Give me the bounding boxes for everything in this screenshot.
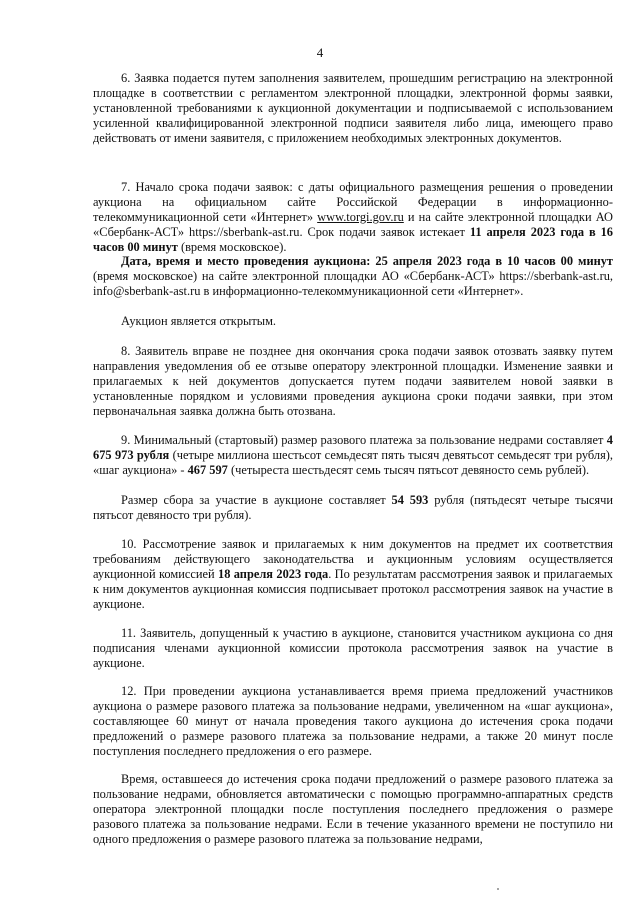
paragraph-7 [93,180,613,255]
paragraph-9-fee [93,493,613,523]
paragraph-7c-text: Аукцион является открытым. [121,314,277,328]
p9b-text-a: Размер сбора за участие в аукционе составляет [121,493,392,507]
start-price: 4 675 973 рубля [93,433,613,462]
p9-text-c: (четыреста шестьдесят семь тысяч пятьсот девяносто семь рублей). [227,462,590,477]
paragraph-12-continued [93,772,613,847]
paragraph-7-auction-date [93,254,613,299]
page-number: 4 [316,45,324,60]
review-date: 18 апреля 2023 года [218,566,329,581]
p7-deadline: 11 апреля 2023 года в 16 часов 00 минут [93,224,613,254]
paragraph-6-text: 6. Заявка подается путем заполнения заявителем, прошедшим регистрацию на электронной площадке в соответствии с регламентом электронной площадки, электронной формы заявки, установленной требованиями к аукционной документации и подписываемой с использованием усиленной квалифицированной электронной подписи заявителя либо лица, имеющего право действовать от имени заявителя, с приложением необходимых электронных документов. [93,71,613,145]
paragraph-9 [93,433,613,478]
p10-text-b: . По результатам рассмотрения заявок и прилагаемых к ним документов аукционная комиссия подписывает протокол рассмотрения заявок на участие в аукционе. [93,566,613,611]
p7-text-a: 7. Начало срока подачи заявок: с даты официального размещения решения о проведении аукциона на официальном сайте Российской Федерации в информационно-телекоммуникационной сети «Интернет» [93,180,613,224]
paragraph-7b-text [93,254,613,299]
paragraph-6 [93,71,613,146]
paragraph-9b-text [93,493,613,523]
p9b-text-b: рубля (пятьдесят четыре тысячи пятьсот девяносто три рубля). [93,493,613,522]
paragraph-7-open [93,314,613,329]
p7-text-b: и на сайте электронной площадки АО «Сбербанк-АСТ» https://sberbank-ast.ru. Срок подачи заявок истекает [93,209,613,239]
paragraph-12b-text: Время, оставшееся до истечения срока подачи предложений о размере разового платежа за пользование недрами, обновляется автоматически с помощью программно-аппаратных средств оператора электронной площадки после поступления последнего предложения о размере разового платежа за пользование недрами. Если в течение указанного времени не поступило ни одного предложения о размере разового платежа за пользование недрами, [93,772,613,846]
paragraph-9-text [93,433,613,478]
p10-text-a: 10. Рассмотрение заявок и прилагаемых к ним документов на предмет их соответствия требованиям действующего законодательства и аукционным условиям осуществляется аукционной комиссией [93,537,613,581]
paragraph-7-text [93,180,613,255]
p7-text-c: (время московское). [177,239,287,254]
paragraph-10-text [93,537,613,612]
paragraph-11-text: 11. Заявитель, допущенный к участию в аукционе, становится участником аукциона со дня подписания членами аукционной комиссии протокола рассмотрения заявок на участие в аукционе. [93,626,613,670]
participation-fee: 54 593 [391,493,429,507]
p9-text-a: 9. Минимальный (стартовый) размер разового платежа за пользование недрами составляет [121,433,607,447]
scan-speck [497,888,499,890]
auction-date: Дата, время и место проведения аукциона: 25 апреля 2023 года в 10 часов 00 минут [121,254,613,268]
p9-text-b: (четыре миллиона шестьсот семьдесят пять тысяч девятьсот семьдесят три рубля), «шаг аукциона» - [93,447,613,477]
paragraph-12 [93,684,613,759]
paragraph-12-text: 12. При проведении аукциона устанавливается время приема предложений участников аукциона о размере разового платежа за пользование недрами, увеличенном на «шаг аукциона», составляющее 60 минут от начала проведения такого аукциона до истечения срока подачи предложений о размере разового платежа за пользование недрами, а также 20 минут после поступления последнего предложения о его размере. [93,684,613,758]
p7b-rest: (время московское) на сайте электронной площадки АО «Сбербанк-АСТ» https://sberbank-ast.ru, info@sberbank-ast.ru в информационно-телекоммуникационной сети «Интернет». [93,268,613,298]
paragraph-11 [93,626,613,671]
torgi-link[interactable]: www.torgi.gov.ru [317,209,404,224]
paragraph-10 [93,537,613,612]
auction-step: 467 597 [187,462,228,477]
paragraph-8 [93,344,613,419]
paragraph-8-text: 8. Заявитель вправе не позднее дня окончания срока подачи заявок отозвать заявку путем направления уведомления об ее отзыве оператору электронной площадки. Изменение заявки и прилагаемых к ней документов допускается путем подачи заявителем новой заявки в установленные порядком и условиями проведения аукциона сроки подачи заявки, при этом первоначальная заявка должна быть отозвана. [93,344,613,418]
